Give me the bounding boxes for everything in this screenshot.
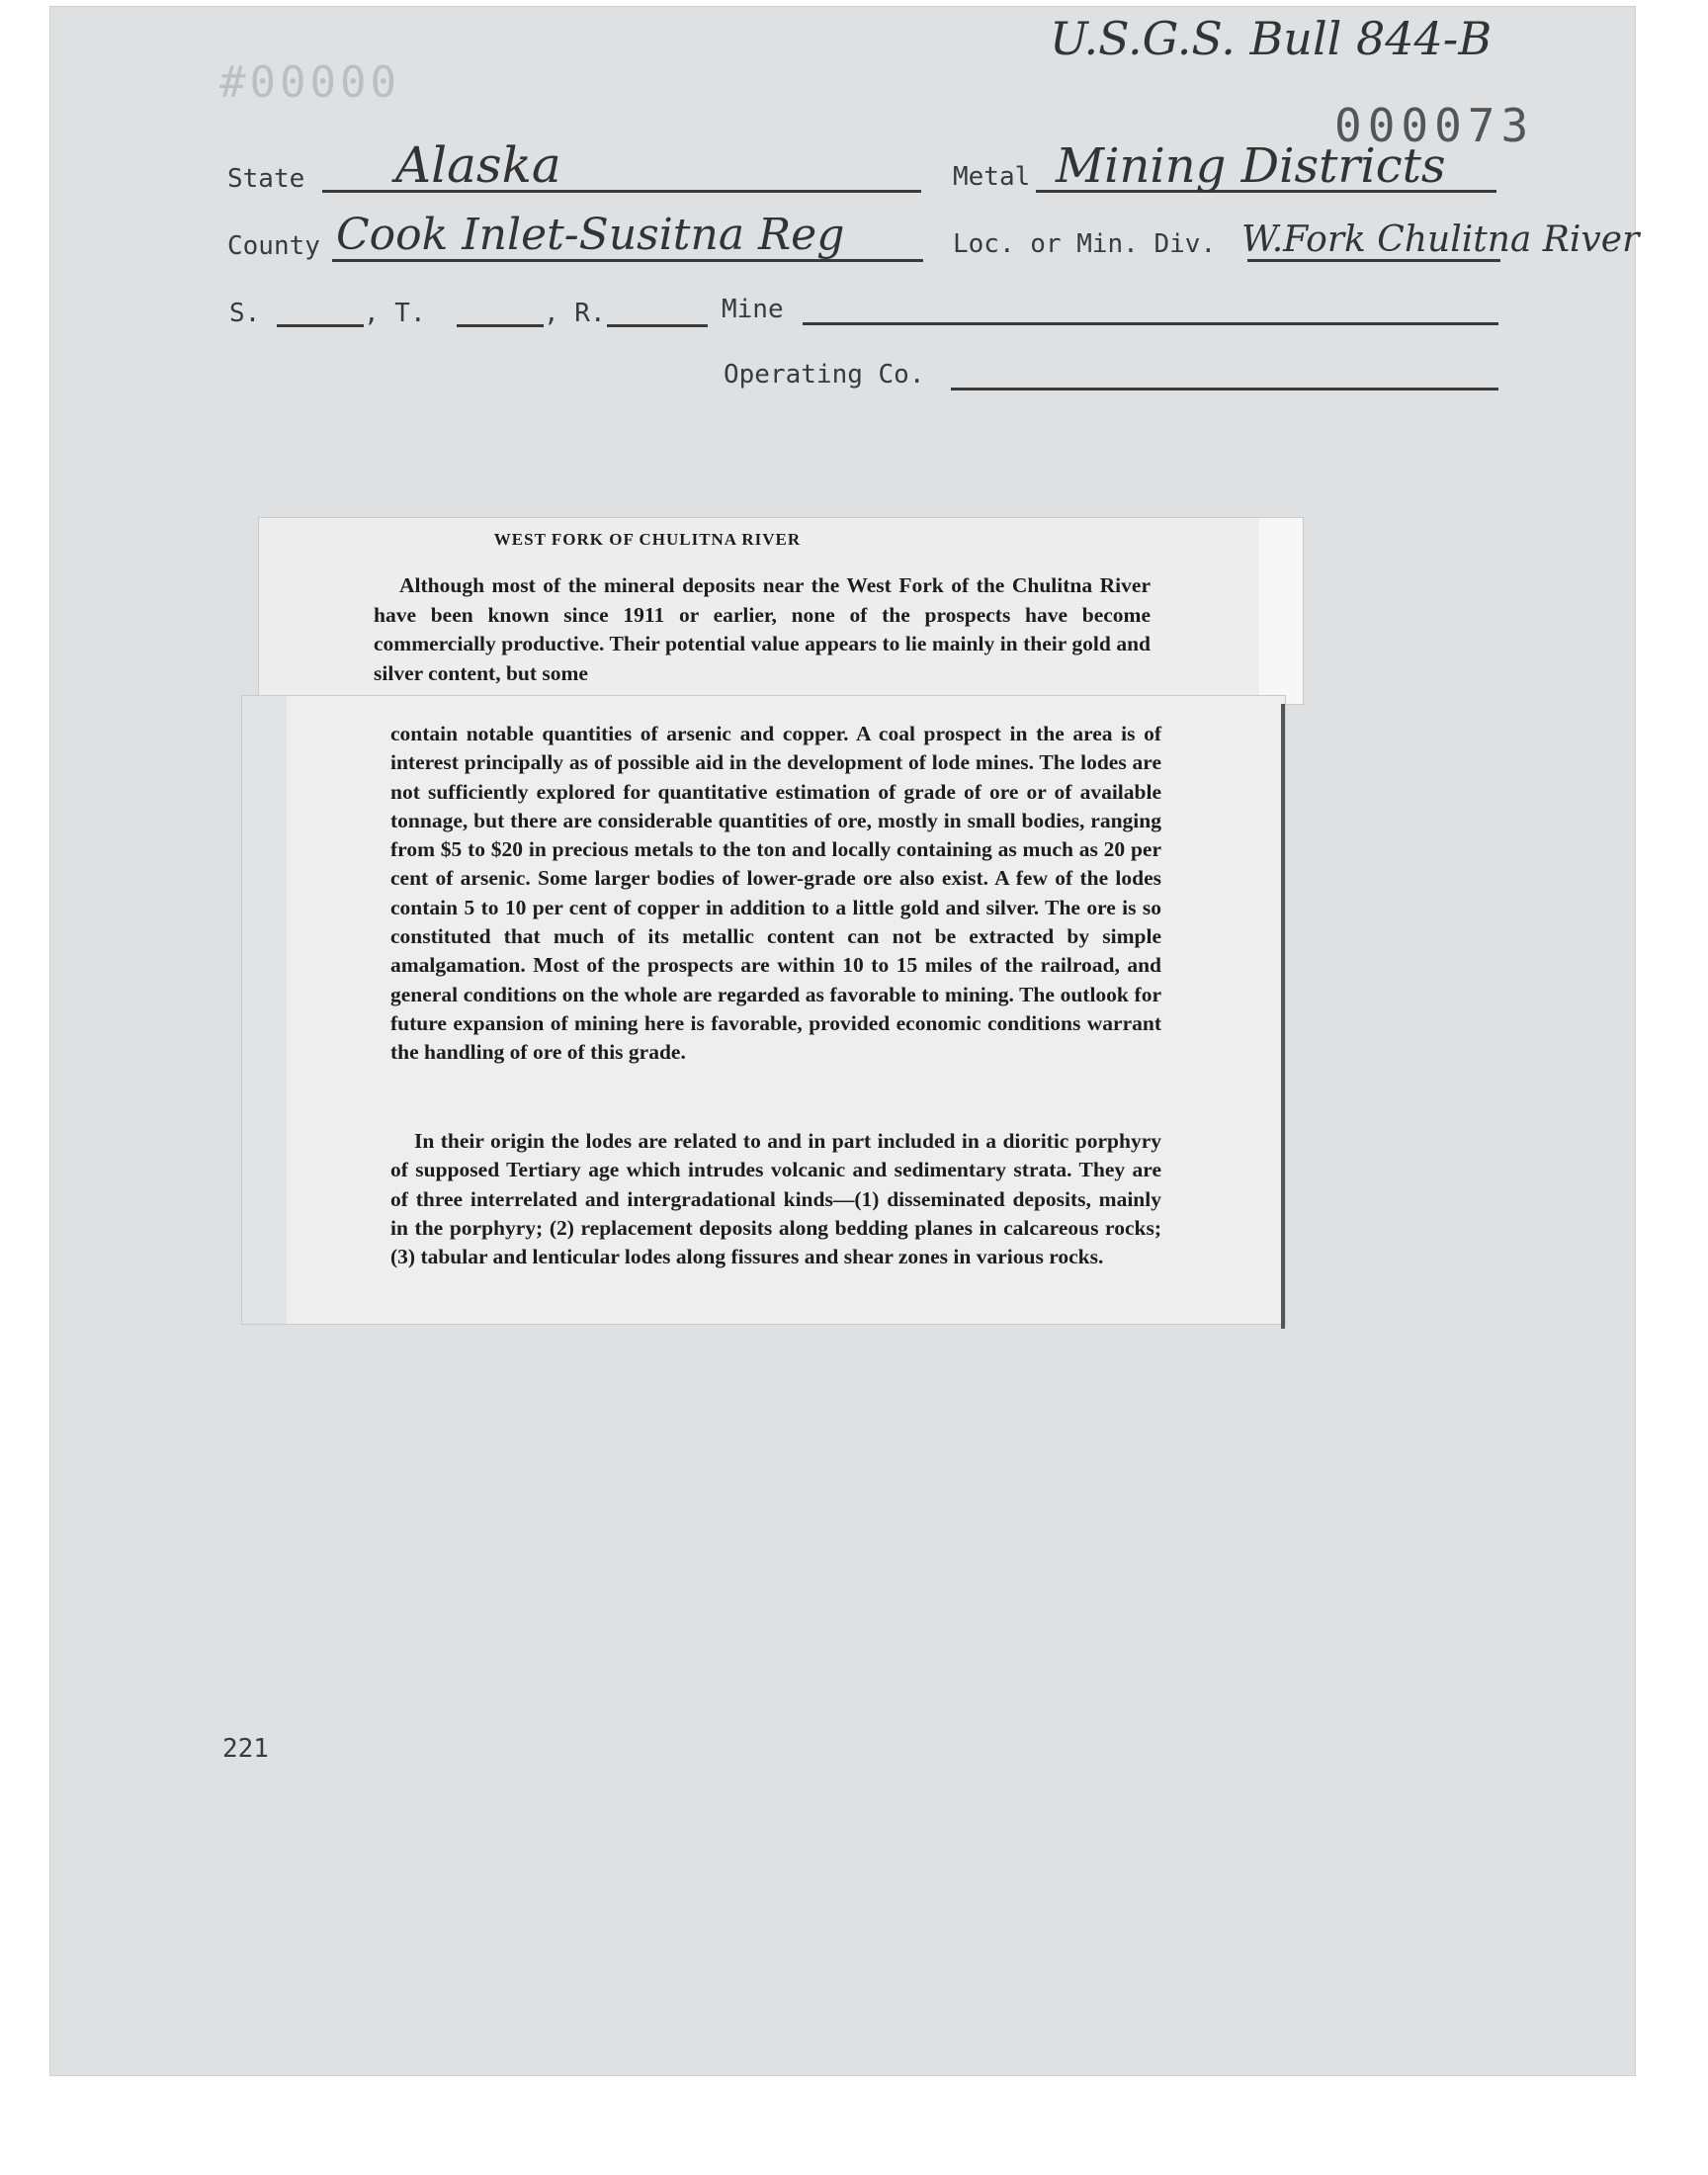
metal-label: Metal: [953, 162, 1031, 192]
township-label: , T.: [364, 299, 426, 328]
operating-co-field-line: [951, 388, 1498, 391]
state-value: Alaska: [395, 136, 561, 194]
metal-value: Mining Districts: [1056, 138, 1446, 194]
section-field-line: [277, 324, 364, 327]
state-label: State: [227, 164, 305, 194]
section-label: S.: [229, 299, 261, 328]
operating-co-label: Operating Co.: [724, 360, 925, 390]
ghost-number: #00000: [219, 57, 400, 108]
township-field-line: [457, 324, 544, 327]
article-paragraph-3: In their origin the lodes are related to and in part included in a dioritic porphyry of supposed Tertiary age which intrudes volcanic and sedimentary strata. They are of three interrelated and intergradational kinds—(1) disseminated deposits, mainly in the porphyry; (2) replacement deposits along bedding planes in calcareous rocks; (3) tabular and lenticular lodes along fissures and shear zones in various rocks.: [390, 1129, 1161, 1269]
county-value: Cook Inlet-Susitna Reg: [336, 210, 845, 260]
handwritten-reference: U.S.G.S. Bull 844-B: [1050, 12, 1493, 65]
page-number: 221: [222, 1734, 269, 1764]
article-paragraph-2: contain notable quantities of arsenic and copper. A coal prospect in the area is of interest principally as of possible aid in the development of lode mines. The lodes are not sufficiently explored for quantitative estimation of grade of ore or of available tonnage, but there are considerable quantities of ore, mostly in small bodies, ranging from $5 to $20 in precious metals to the ton and locally containing as much as 20 per cent of arsenic. Some larger bodies of lower-grade ore also exist. A few of the lodes contain 5 to 10 per cent of copper in addition to a little gold and silver. The ore is so constituted that much of its metallic content can not be extracted by simple amalgamation. Most of the prospects are within 10 to 15 miles of the railroad, and general conditions on the whole are regarded as favorable to mining. The outlook for future expansion of mining here is favorable, provided economic conditions warrant the handling of ore of this grade.: [390, 722, 1161, 1065]
article-paragraph-1: Although most of the mineral deposits near the West Fork of the Chulitna River have been known since 1911 or earlier, none of the prospects have become commercially productive. Their potential value appears to lie mainly in their gold and silver content, but some: [374, 573, 1151, 685]
range-label: , R.: [544, 299, 606, 328]
mine-field-line: [803, 322, 1498, 325]
mine-label: Mine: [722, 295, 784, 324]
loc-value: W.Fork Chulitna River: [1241, 219, 1640, 260]
range-field-line: [607, 324, 708, 327]
article-title: WEST FORK OF CHULITNA RIVER: [493, 530, 802, 549]
loc-label: Loc. or Min. Div.: [953, 229, 1217, 259]
county-label: County: [227, 231, 320, 261]
serial-number: 000073: [1334, 99, 1535, 152]
